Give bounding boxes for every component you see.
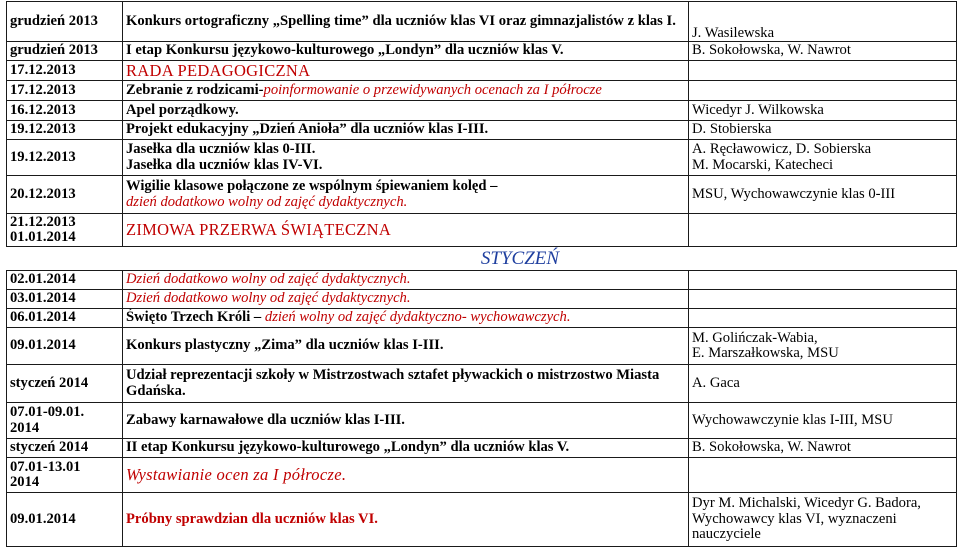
table-row bbox=[7, 121, 957, 140]
date-line: 2014 bbox=[10, 419, 40, 436]
date-cell: styczeń 2014 bbox=[7, 365, 123, 403]
date-cell bbox=[7, 458, 123, 493]
date-cell: 19.12.2013 bbox=[7, 121, 123, 140]
event-cell: Wystawianie ocen za I półrocze. bbox=[123, 458, 689, 493]
event-cell bbox=[123, 81, 689, 101]
event-cell: Apel porządkowy. bbox=[123, 101, 689, 121]
date-line: 07.01-09.01. bbox=[10, 404, 85, 420]
table-row bbox=[7, 328, 957, 365]
school-calendar-table bbox=[6, 1, 957, 547]
table-row bbox=[7, 403, 957, 439]
event-text-italic: poinformowanie o przewidywanych ocenach za I półrocze bbox=[263, 81, 602, 98]
event-line: Jasełka dla uczniów klas 0-III. bbox=[126, 141, 316, 157]
event-cell: Udział reprezentacji szkoły w Mistrzostwach sztafet pływackich o mistrzostwo Miasta Gdańska. bbox=[123, 365, 689, 403]
responsible-cell: A. Gaca bbox=[689, 365, 957, 403]
event-cell: I etap Konkursu językowo-kulturowego „Londyn” dla uczniów klas V. bbox=[123, 42, 689, 61]
date-cell: 20.12.2013 bbox=[7, 176, 123, 214]
event-cell: Dzień dodatkowo wolny od zajęć dydaktycznych. bbox=[123, 271, 689, 290]
event-cell: Konkurs ortograficzny „Spelling time” dla uczniów klas VI oraz gimnazjalistów z klas I. bbox=[123, 2, 689, 42]
date-cell: styczeń 2014 bbox=[7, 439, 123, 458]
event-text-italic: dzień wolny od zajęć dydaktyczno- wychowawczych. bbox=[264, 309, 571, 326]
responsible-cell bbox=[689, 458, 957, 493]
month-heading: STYCZEŃ bbox=[480, 247, 560, 269]
responsible-cell: J. Wasilewska bbox=[689, 2, 957, 42]
date-cell: 09.01.2014 bbox=[7, 328, 123, 365]
responsible-cell: Wychowawczynie klas I-III, MSU bbox=[689, 403, 957, 439]
event-cell bbox=[123, 309, 689, 328]
responsible-cell: MSU, Wychowawczynie klas 0-III bbox=[689, 176, 957, 214]
table-row bbox=[7, 290, 957, 309]
date-cell: 02.01.2014 bbox=[7, 271, 123, 290]
responsible-cell: Wicedyr J. Wilkowska bbox=[689, 101, 957, 121]
event-line: Jasełka dla uczniów klas IV-VI. bbox=[126, 156, 323, 173]
responsible-line: M. Mocarski, Katecheci bbox=[692, 156, 834, 173]
table-row bbox=[7, 493, 957, 547]
responsible-cell bbox=[689, 290, 957, 309]
responsible-cell: B. Sokołowska, W. Nawrot bbox=[689, 439, 957, 458]
event-line: Wigilie klasowe połączone ze wspólnym śpiewaniem kolęd – bbox=[126, 178, 498, 194]
date-cell: grudzień 2013 bbox=[7, 2, 123, 42]
table-row bbox=[7, 365, 957, 403]
event-text-bold: Zebranie z rodzicami- bbox=[126, 81, 264, 98]
responsible-cell bbox=[689, 271, 957, 290]
date-line: 21.12.2013 bbox=[10, 213, 76, 230]
table-row bbox=[7, 176, 957, 214]
table-row bbox=[7, 439, 957, 458]
responsible-cell bbox=[689, 61, 957, 81]
responsible-cell bbox=[689, 309, 957, 328]
table-row bbox=[7, 309, 957, 328]
date-cell: 06.01.2014 bbox=[7, 309, 123, 328]
table-row bbox=[7, 271, 957, 290]
table-row bbox=[7, 2, 957, 42]
event-cell bbox=[123, 140, 689, 176]
date-line: 01.01.2014 bbox=[10, 229, 76, 245]
responsible-cell bbox=[689, 81, 957, 101]
event-cell: Projekt edukacyjny „Dzień Anioła” dla uczniów klas I-III. bbox=[123, 121, 689, 140]
responsible-cell bbox=[689, 140, 957, 176]
responsible-cell: B. Sokołowska, W. Nawrot bbox=[689, 42, 957, 61]
table-row bbox=[7, 458, 957, 493]
date-cell: grudzień 2013 bbox=[7, 42, 123, 61]
responsible-line: M. Golińczak-Wabia, bbox=[692, 329, 818, 346]
date-line: 2014 bbox=[10, 474, 40, 490]
event-cell: ZIMOWA PRZERWA ŚWIĄTECZNA bbox=[123, 214, 689, 247]
responsible-cell: Dyr M. Michalski, Wicedyr G. Badora, Wychowawcy klas VI, wyznaczeni nauczyciele bbox=[689, 493, 957, 547]
event-text-bold: Święto Trzech Króli – bbox=[126, 309, 265, 326]
table-row bbox=[7, 42, 957, 61]
event-cell: RADA PEDAGOGICZNA bbox=[123, 61, 689, 81]
responsible-line: E. Marszałkowska, MSU bbox=[692, 345, 839, 361]
event-cell: Konkurs plastyczny „Zima” dla uczniów klas I-III. bbox=[123, 328, 689, 365]
date-line: 07.01-13.01 bbox=[10, 458, 81, 475]
responsible-cell bbox=[689, 214, 957, 247]
event-cell: Zabawy karnawałowe dla uczniów klas I-III. bbox=[123, 403, 689, 439]
table-row bbox=[7, 214, 957, 247]
table-row bbox=[7, 61, 957, 81]
date-cell: 19.12.2013 bbox=[7, 140, 123, 176]
event-line-italic: dzień dodatkowo wolny od zajęć dydaktycznych. bbox=[126, 193, 408, 210]
event-cell: Dzień dodatkowo wolny od zajęć dydaktycznych. bbox=[123, 290, 689, 309]
date-cell bbox=[7, 214, 123, 247]
date-cell: 17.12.2013 bbox=[7, 61, 123, 81]
date-cell: 09.01.2014 bbox=[7, 493, 123, 547]
table-row bbox=[7, 101, 957, 121]
responsible-cell: D. Stobierska bbox=[689, 121, 957, 140]
responsible-cell bbox=[689, 328, 957, 365]
table-row bbox=[7, 81, 957, 101]
event-cell bbox=[123, 176, 689, 214]
event-cell: Próbny sprawdzian dla uczniów klas VI. bbox=[123, 493, 689, 547]
table-row bbox=[7, 140, 957, 176]
date-cell bbox=[7, 403, 123, 439]
date-cell: 03.01.2014 bbox=[7, 290, 123, 309]
month-row bbox=[7, 247, 957, 271]
date-cell: 17.12.2013 bbox=[7, 81, 123, 101]
date-cell: 16.12.2013 bbox=[7, 101, 123, 121]
responsible-line: A. Ręcławowicz, D. Sobierska bbox=[692, 141, 872, 157]
event-cell: II etap Konkursu językowo-kulturowego „Londyn” dla uczniów klas V. bbox=[123, 439, 689, 458]
